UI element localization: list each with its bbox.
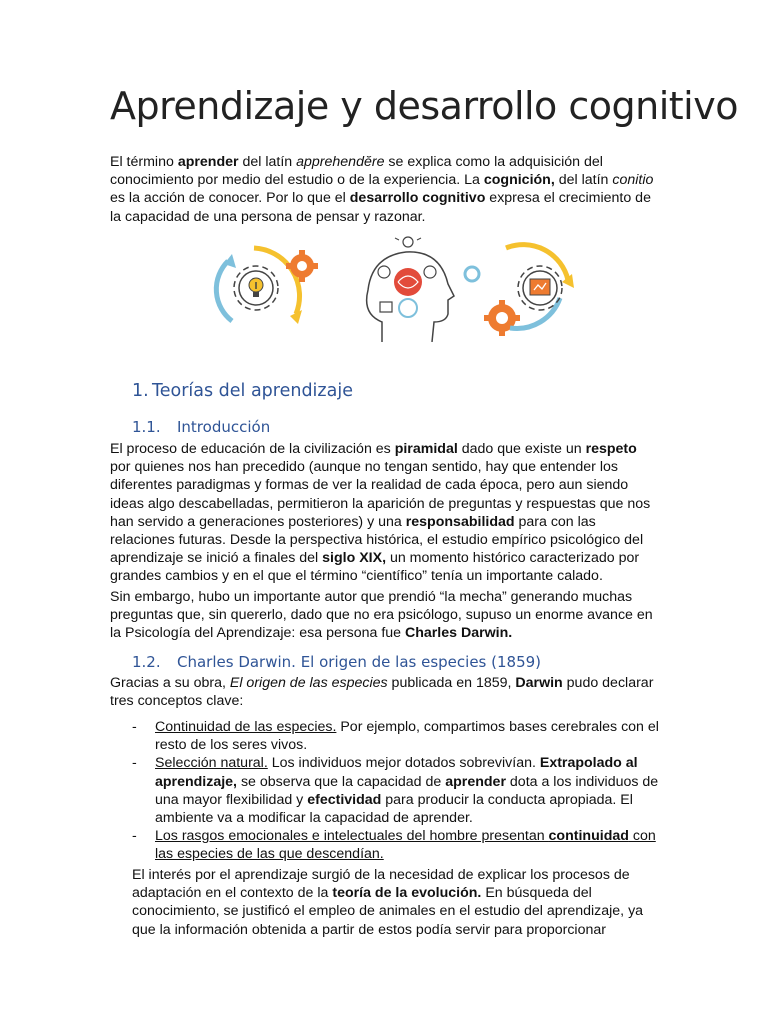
document-title: Aprendizaje y desarrollo cognitivo: [110, 84, 738, 128]
bold-term: cognición,: [483, 172, 555, 189]
text-run: publicada en 1859,: [387, 675, 516, 691]
section-heading-1-1: [132, 418, 270, 436]
text-run: del latín: [554, 172, 613, 189]
text-run: Por ejemplo, compartimos bases cerebrales con el resto de los seres vivos.: [155, 719, 659, 754]
list-dash: -: [132, 755, 137, 772]
bold-term: respeto: [585, 441, 637, 457]
concept-list: [110, 718, 665, 864]
underlined-term: con las especies de las que descendían.: [155, 828, 656, 863]
text-run: para con las relaciones futuras. Desde la perspectiva histórica, el estudio empírico psicológico del aprendizaje se inició a finales del: [110, 513, 644, 567]
text-run: El término: [110, 154, 178, 170]
text-run: expresa el crecimiento de la capacidad de una persona de pensar y razonar.: [110, 190, 651, 225]
text-run: Sin embargo, hubo un importante autor que prendió “la mecha” generando muchas preguntas que, sin quererlo, dado que no era psicólogo, supuso un enorme avance en la Psicología del Aprendizaje: esa persona fue: [110, 589, 653, 642]
section-heading-1: [132, 381, 353, 401]
gear-icon: [286, 250, 318, 282]
text-run: El proceso de educación de la civilización es: [110, 441, 395, 457]
text-run: Gracias a su obra,: [110, 675, 230, 691]
bold-term: piramidal: [394, 441, 458, 457]
bold-term: aprender: [177, 154, 239, 170]
text-run: se explica como la adquisición del conocimiento por medio del estudio o de la experiencia. La: [110, 154, 603, 189]
bold-term: Darwin: [515, 675, 563, 691]
body-paragraph: [110, 674, 658, 710]
text-run: En búsqueda del conocimiento, se justificó el empleo de animales en el estudio del aprendizaje, ya que la información obtenida a partir de estos podía servir para proporcionar: [132, 885, 644, 938]
underlined-term: Los rasgos emocionales e intelectuales del hombre presentan: [155, 828, 549, 845]
cognitive-illustration: [210, 236, 575, 342]
text-run: El interés por el aprendizaje surgió de la necesidad de explicar los procesos de adaptación en el contexto de la: [132, 867, 630, 902]
text-run: para producir la conducta apropiada. El ambiente va a modificar la capacidad de aprender.: [155, 791, 633, 827]
underlined-term: Selección natural.: [155, 755, 268, 772]
text-run: se observa que la capacidad de: [237, 773, 446, 790]
italic-term: El origen de las especies: [229, 675, 388, 691]
list-dash: -: [132, 828, 137, 845]
text-run: Los individuos mejor dotados sobrevivían.: [267, 755, 540, 772]
underlined-term: Continuidad de las especies.: [155, 719, 337, 735]
section-title: Teorías del aprendizaje: [152, 381, 353, 401]
text-run: pudo declarar tres conceptos clave:: [110, 675, 654, 710]
section-heading-1-2: [132, 653, 541, 671]
bold-term: responsabilidad: [405, 513, 515, 530]
body-paragraph: [132, 866, 657, 939]
text-run: por quienes nos han precedido (aunque no tengan sentido, hay que entender los diferentes paradigmas y formas de ver la realidad de cada época, pero aun siendo ideas algo descabelladas, permitieron la aparición de preguntas y respuestas que nos han servido a generaciones posteriores) y una: [110, 459, 651, 530]
section-title: Charles Darwin. El origen de las especies (1859): [177, 653, 542, 671]
body-paragraph: [110, 588, 658, 643]
text-run: del latín: [238, 154, 297, 170]
presentation-board-icon: [530, 279, 550, 295]
text-run: un momento histórico caracterizado por grandes cambios y en el que el término “científico” tenía un importante calado.: [110, 550, 640, 585]
text-run: dado que existe un: [457, 441, 586, 457]
italic-term: apprehendĕre: [296, 154, 385, 170]
list-item: [110, 754, 665, 827]
section-number: 1.2.: [132, 653, 161, 671]
text-run: dota a los individuos de una mayor flexibilidad y: [155, 773, 659, 808]
head-brain-icon: [367, 252, 454, 342]
list-dash: -: [132, 719, 137, 735]
section-number: 1.1.: [132, 418, 161, 436]
bold-term: desarrollo cognitivo: [349, 190, 486, 207]
intro-paragraph: [110, 153, 658, 226]
body-paragraph: [110, 440, 658, 586]
lightbulb-icon: [249, 278, 263, 297]
bold-term: Extrapolado al aprendizaje,: [155, 755, 638, 790]
italic-term: conitio: [612, 172, 654, 189]
section-title: Introducción: [177, 418, 271, 436]
bold-term: aprender: [445, 773, 506, 790]
refresh-arrow-icon: [216, 261, 232, 321]
bold-underlined-term: continuidad: [548, 828, 629, 845]
bold-term: Charles Darwin.: [404, 625, 513, 642]
bold-term: efectividad: [307, 791, 382, 808]
list-item: [110, 827, 665, 863]
section-number: 1.: [132, 381, 149, 401]
list-item: [110, 718, 665, 754]
bold-term: teoría de la evolución.: [332, 885, 482, 902]
bold-term: siglo XIX,: [322, 550, 387, 567]
text-run: es la acción de conocer. Por lo que el: [110, 190, 350, 207]
